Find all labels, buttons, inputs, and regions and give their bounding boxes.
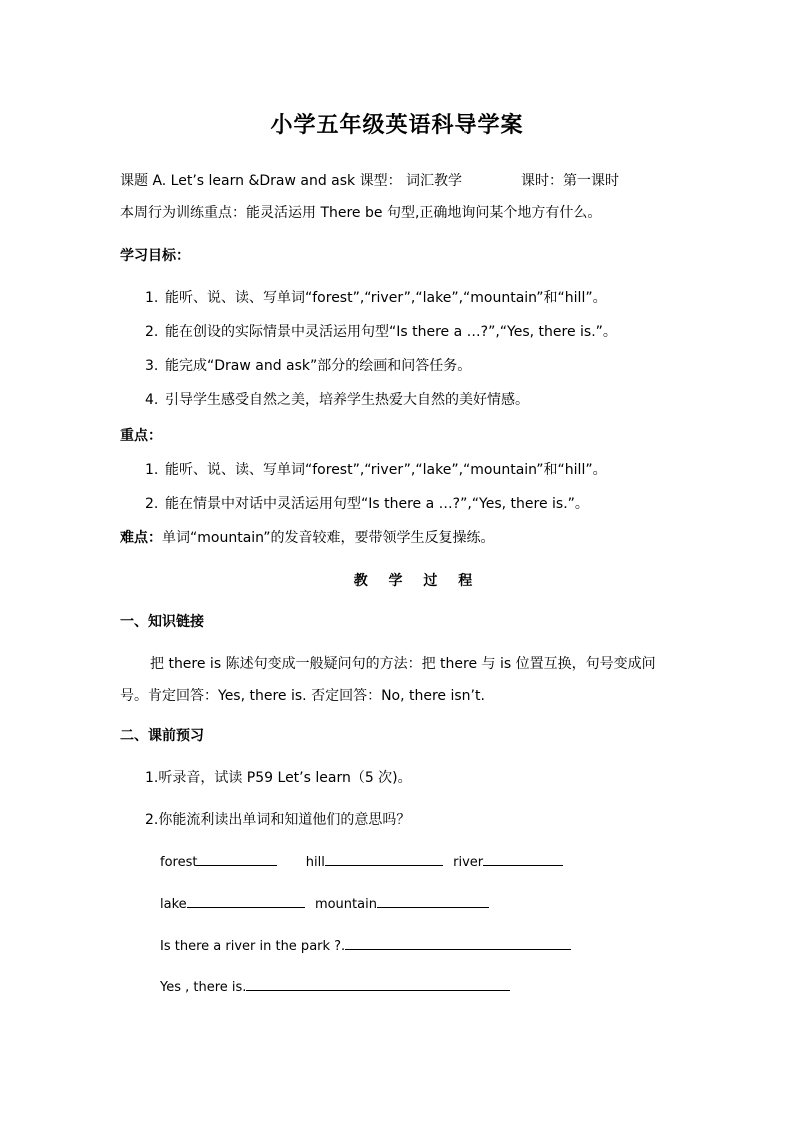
keypoint-item: 1. 能听、说、读、写单词“forest”,“river”,“lake”,“mountain”和“hill”。 (145, 462, 607, 478)
process-heading: 教 学 过 程 (353, 573, 481, 589)
objective-item: 3. 能完成“Draw and ask”部分的绘画和问答任务。 (145, 358, 472, 374)
word-blank-row-1 (160, 851, 563, 873)
difficulty-line (120, 528, 495, 548)
answer-blank[interactable] (345, 935, 571, 950)
weekly-focus: 本周行为训练重点：能灵活运用 There be 句型,正确地询问某个地方有什么。 (120, 205, 602, 221)
preview-question-1: 1.听录音，试读 P59 Let’s learn（5 次)。 (145, 770, 412, 786)
preview-question-2: 2.你能流利读出单词和知道他们的意思吗？ (145, 812, 411, 828)
sentence-blank-1 (160, 935, 571, 957)
page-title: 小学五年级英语科导学案 (270, 112, 524, 138)
difficulty-text: 单词“mountain”的发音较难，要带领学生反复操练。 (162, 530, 495, 546)
sentence-blank-2 (160, 976, 510, 998)
word-label: hill (305, 855, 325, 870)
answer-blank[interactable] (246, 976, 510, 991)
keypoint-item: 2. 能在情景中对话中灵活运用句型“Is there a …?”,“Yes, there is.”。 (145, 496, 589, 512)
word-label: lake (160, 897, 187, 912)
word-label: forest (160, 855, 198, 870)
word-blank-row-2 (160, 893, 489, 915)
topic-line (120, 171, 619, 191)
objective-item: 1. 能听、说、读、写单词“forest”,“river”,“lake”,“mountain”和“hill”。 (145, 290, 607, 306)
answer-blank[interactable] (483, 851, 563, 866)
answer-blank[interactable] (197, 851, 277, 866)
section2-heading: 二、课前预习 (120, 728, 204, 744)
keypoints-heading: 重点： (120, 428, 162, 444)
word-label: river (453, 855, 484, 870)
section1-heading: 一、知识链接 (120, 614, 204, 630)
section1-paragraph: 把 there is 陈述句变成一般疑问句的方法：把 there 与 is 位置互换，句号变成问号。肯定回答：Yes, there is. 否定回答：No, there isn’t. (120, 656, 656, 704)
objective-item: 4. 引导学生感受自然之美，培养学生热爱大自然的美好情感。 (145, 392, 529, 408)
period-text: 课时：第一课时 (520, 173, 619, 189)
objective-item: 2. 能在创设的实际情景中灵活运用句型“Is there a …?”,“Yes, there is.”。 (145, 324, 617, 340)
word-label: mountain (314, 897, 377, 912)
sentence-label: Yes , there is. (160, 980, 247, 995)
answer-blank[interactable] (187, 893, 305, 908)
topic-text: 课题 A. Let’s learn &Draw and ask 课型： 词汇教学 (120, 173, 463, 189)
answer-blank[interactable] (377, 893, 489, 908)
objectives-heading: 学习目标： (120, 248, 190, 264)
sentence-label: Is there a river in the park ?. (160, 939, 346, 954)
difficulty-label: 难点： (120, 530, 162, 546)
answer-blank[interactable] (325, 851, 443, 866)
